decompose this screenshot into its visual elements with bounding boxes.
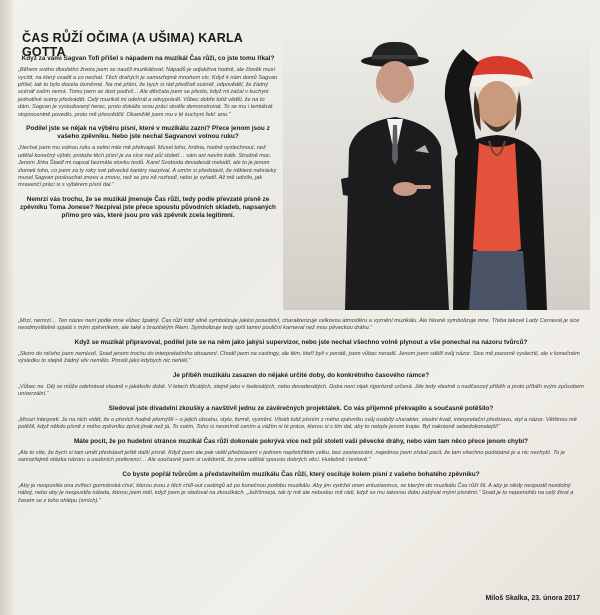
- qa-column-left: [18, 55, 278, 225]
- answer-3: „Mrzí, nemrzí… Ten název není podle mne vůbec špatný. Čas růží totiž silně symbolizuje jakési posedství, charakterizuje celkovou atmosféru a vyznění muzikálu. Ale hlavně symbolizuje mne. Třeba takové Lady Carneval je sice neodmyslitelně spjatá s mým zpěvníkem, ale také s brazilským Riem. Symbolizuje tedy spíš tamní pouliční karneval než mou pěveckou dráhu.“: [18, 318, 580, 332]
- photo-illustration: [283, 39, 590, 310]
- question-1: Když za vámi Sagvan Tofi přišel s nápadem na muzikál Čas růží, co jste tomu říkal?: [21, 55, 275, 62]
- article-title: ČAS RŮŽÍ OČIMA (A UŠIMA) KARLA GOTTA: [22, 31, 243, 59]
- answer-5: „Vůbec ne. Děj se může odehrávat vlastně v jakékoliv době. V letech třicátých, stejně jako v šedesátých, nebo devadesátých. Doba není nijak rigorózně určená. Jde tedy vlastně o nadčasový příběh a proto příběh svým způsobem univerzální.“: [18, 384, 584, 398]
- answer-8: „Aby je neopustila ona zvířecí gurmánská chuť, kterou zvou z těch chill-out castingů až po konečnou podobu muzikálu. Aby jim vydržel onen entuziasmus, se kterým do muzikálu Čas růží šli. A aby je nikdy neopustil nezdolný náboj, nebo aby je neopustila nálada, kterou jsem měl, když jsem je sledoval na zkouškách. „Ježišmarja, tak ty mě ale nebudou mít rádi, když se mu takovou dobu zabývat mými písněmi.“ Snad je to nepomohlo na celý život a časem se z toho ohlépu (smích).“: [18, 483, 574, 504]
- answer-7: „Ale to víte, že bych si tam uměl představit ještě další písně. Když jsem ale pak viděl představení v jednom nepřetržitém celku, bez zastavování, najednou jsem získal pocit, že tam všechno podstatné je a nic nechybí. To je samozřejmě otázka názoru a osobních preferencí… Ale současně jsem si uvědomil, že jsme udělali spoustu dobrých věcí. Hudebně i textově.“: [18, 450, 566, 464]
- question-5: Je příběh muzikálu zasazen do nějaké určité doby, do konkrétního časového rámce?: [172, 371, 430, 379]
- page-gutter: [0, 0, 14, 615]
- qa-column-full: [18, 318, 584, 511]
- article-photo: [283, 39, 590, 310]
- question-6: Sledoval jste divadelní zkoušky a navštívil jednu ze závěrečných projektálek. Co vás příjemně překvapilo a současně potěšilo?: [108, 404, 494, 412]
- question-7: Máte pocit, že po hudební stránce muzikál Čas růží dokonale pokrývá více než půl století vaší pěvecké dráhy, nebo vám tam něco přece jenom chybí?: [73, 437, 529, 445]
- answer-6: „Mnozí interpreti. Je na nich vidět, že o písních hodně přemýšlí – o jejich obsahu, stylu, formě, vyznění. Vtiskli totiž písním z mého zpěvníku svůj osobitý charakter, vlastní kvalt, interpretační představu, styl a názor. Většinou mě potěšil, když někdo písně z mého zpěvníku zpívá jinak než já. To svém. Toho si nesmírně cením a vážím si té práce, kterou si s tím dal, aby to nebyla jenom kopie. Byl nakrásně sebedokonalejší!“: [18, 417, 577, 431]
- question-4: Když se muzikál připravoval, podílel jste se na něm jako jakýsi supervizor, nebo jste nechal všechno volně plynout a vše ponechal na názoru tvůrců?: [74, 338, 528, 346]
- answer-1: „Během svého dlouhého života jsem se naučil muzikálovat. Nápadů je odjakživa hodně, ale člověk musí vycítit, na který vsadit a co nechat. Těch drahých je samozřejmě mnohem víc. Když k nám domů Sagvan přišel, tak to bylo docela úsměvné. Na mé přání, že bych si rád předčetl scénář, odpověděl, že žádný scénář zatím nemá. Tomu jsem se dost podivil… Ale děvčata jsem se přesto, když mi začal v kuchyni jednotlivé scény předvádět. Celý muzikál mi odehrál a odvyprávěl. Vůbec dobře totiž věděl, že na to dám. Sagvan je vystudovaný herec, proto dokáže svou práci skvěle demonstrovat. To se mu i tentokrát stoprocentně povedlo, proto mě přesvědčil. Okamžitě jsem mu v té kuchyni řekl: ano.“: [18, 67, 278, 118]
- answer-2: „Nechal jsem mu volnou ruku a velmi mile mě překvapil. Musel toho, hrdina, hodně vyslechnout, než udělal konečný výběr, protože těch písní je za více než půl století… sám ani nevím kolik. Strašně moc. Jenom Jirka Štaidl mi napsal bezmála stovku textů. Karel Svoboda devadesát melodií, ale to je jenom zlomek toho, co jsem za ty roky své pěvecké kariéry nazpíval. A umím si představit, že některé nahrávky musel Sagvan poslouchat znovu a znovu, než se pro ně rozhodl, nebo je vyřadil. Až mě udivilo, jak mravenčí práci si s výběrem písní dal.“: [18, 145, 277, 189]
- answer-4: „Skoro do ničeho jsem nemluvil. Snad jenom trochu do interpretačního obsazení. Chodil jsem na castingy, ale těm, kteří byli v porotě, jsem vůbec neradil. Jenom jsem sdělil svůj názor. Sice mě pozorně vyslechli, ale v konečném výsledku to stejně žádný vliv nemělo. Prostě jako kdybych nic neřekl.“: [18, 351, 580, 365]
- author-signature: Miloš Skalka, 23. února 2017: [485, 595, 580, 602]
- question-3: Nemrzí vás trochu, že se muzikál jmenuje Čas růží, tedy podle převzaté písně ze zpěvníku Toma Jonese? Nezpíval jste přece spoustu původních skladeb, napsaných přímo pro vás, které jsou pro váš zpěvník zcela legitimní.: [20, 195, 276, 220]
- question-2: Podílel jste se nějak na výběru písní, které v muzikálu zazní? Přece jenom jsou z vašeho zpěvníku. Nebo jste nechal Sagvanovi volnou ruku?: [26, 125, 270, 141]
- question-8: Co byste popřál tvůrcům a představitelům muzikálu Čas růží, který osciluje kolem písní z vašeho bohatého zpěvníku?: [122, 470, 480, 478]
